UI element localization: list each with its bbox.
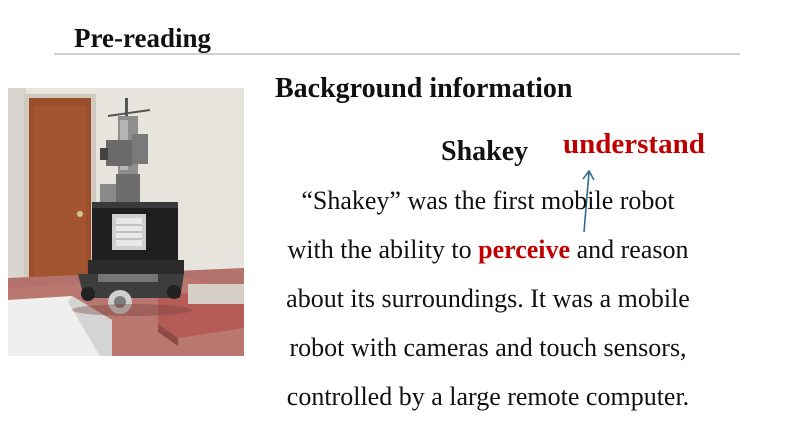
paragraph-line-2-end: and reason: [570, 235, 689, 264]
paragraph-line-3: about its surroundings. It was a mobile: [286, 284, 690, 313]
title-divider: [54, 53, 740, 55]
paragraph-line-2: [236, 225, 740, 274]
paragraph-line-4: robot with cameras and touch sensors,: [289, 333, 687, 362]
section-subtitle: Background information: [275, 73, 573, 104]
shakey-robot-photo: [8, 88, 244, 356]
paragraph-line-1: “Shakey” was the first mobile robot: [301, 186, 675, 215]
background-paragraph: [236, 176, 740, 421]
slide-title: Pre-reading: [74, 23, 211, 53]
highlighted-word-perceive: perceive: [478, 235, 571, 264]
paragraph-line-5: controlled by a large remote computer.: [286, 382, 690, 411]
vocabulary-annotation: understand: [563, 128, 705, 160]
paragraph-line-2-start: with the ability to: [287, 235, 479, 264]
robot-name-heading: Shakey: [441, 136, 529, 167]
